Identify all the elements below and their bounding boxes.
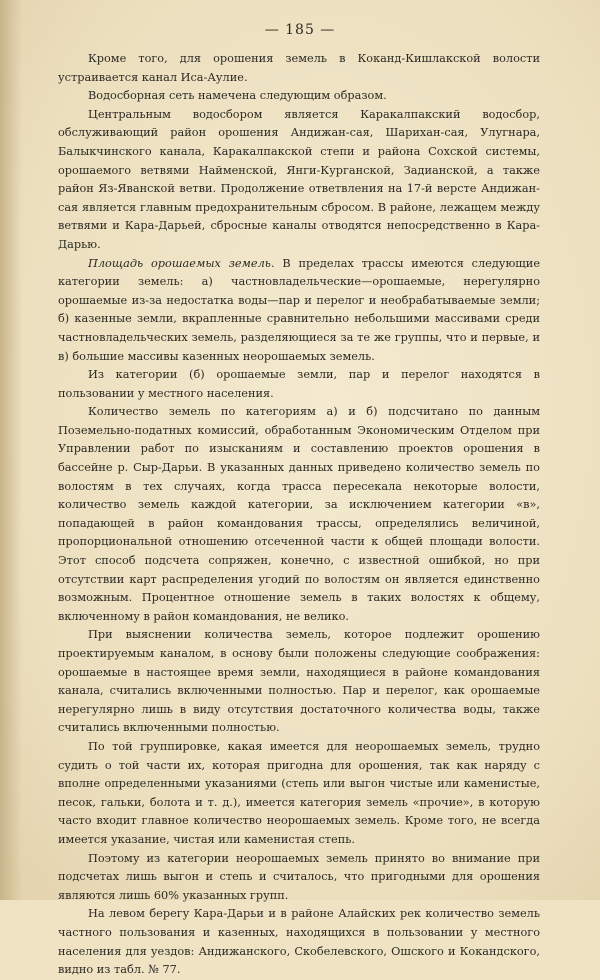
- paragraph: Из категории (б) орошаемые земли, пар и перелог находятся в пользовании у местного населения.: [58, 368, 540, 400]
- paragraph: Водосборная сеть намечена следующим образом.: [88, 89, 387, 103]
- paragraph: При выяснении количества земель, которое подлежит орошению проектируемым каналом, в основу были положены следующие соображения: орошаемые в настоящее время земли, находящиеся в районе командования канала, считались включенными полностью. Пар и перелог, как орошаемые нерегулярно лишь в виду отсутствия достаточного количества воды, также считались включенными полностью.: [58, 628, 540, 735]
- paragraph: Поэтому из категории неорошаемых земель принято во внимание при подсчетах лишь выгон и степь и считалось, что пригодными для орошения являются лишь 60% указанных групп.: [58, 851, 540, 902]
- section-heading: Площадь орошаемых земель.: [88, 256, 275, 270]
- body-text: [58, 50, 540, 980]
- binding-shadow: [0, 0, 22, 900]
- paragraph-text: В пределах трассы имеются следующие категории земель: а) частновладельческие—орошаемые, нерегулярно орошаемые из-за недостатка воды—пар и перелог и необрабатываемые земли; б) казенные земли, вкрапленные сравнительно небольшими массивами среди частновладельческих земель, разделяющиеся за те же группы, что и первые, и в) большие массивы казенных неорошаемых земель.: [58, 256, 541, 363]
- paragraph: Центральным водосбором является Каракалпакский водосбор, обслуживающий район орошения Андижан-сая, Шарихан-сая, Улугнара, Балыкчинского канала, Каракалпакской степи и района Сохской системы, орошаемого ветвями Найменской, Янги-Курганской, Задианской, а также район Яз-Яванской ветви. Продолжение ответвления на 17-й версте Андижан-сая является главным предохранительным сбросом. В районе, лежащем между ветвями и Кара-Дарьей, сбросные каналы отводятся непосредственно в Кара-Дарью.: [58, 107, 540, 251]
- paragraph: Кроме того, для орошения земель в Коканд-Кишлакской волости устраивается канал Иса-Аулие.: [58, 52, 540, 84]
- paragraph: [58, 255, 540, 367]
- page-number: — 185 —: [264, 22, 336, 38]
- paragraph: По той группировке, какая имеется для неорошаемых земель, трудно судить о той части их, которая пригодна для орошения, так как наряду с вполне определенными указаниями (степь или выгон чистые или каменистые, песок, гальки, болота и т. д.), имеется категория земель «прочие», в которую часто входит главное количество неорошаемых земель. Кроме того, не всегда имеется указание, чистая или каменистая степь.: [58, 739, 540, 846]
- paragraph: На левом берегу Кара-Дарьи и в районе Алайских рек количество земель частного пользования и казенных, находящихся в пользовании у местного населения для уездов: Андижанского, Скобелевского, Ошского и Кокандского, видно из табл. № 77.: [58, 907, 540, 977]
- paragraph: Количество земель по категориям а) и б) подсчитано по данным Поземельно-податных комиссий, обработанным Экономическим Отделом при Управлении работ по изысканиям и составлению проектов орошения в бассейне р. Сыр-Дарьи. В указанных данных приведено количество земель по волостям в тех случаях, когда трасса пересекала некоторые волости, количество земель каждой категории, за исключением категории «в», попадающей в район командования трассы, определялись величиной, пропорциональной отношению отсеченной части к общей площади волости. Этот способ подсчета сопряжен, конечно, с известной ошибкой, но при отсутствии карт распределения угодий по волостям он является единственно возможным. Процентное отношение земель в таких волостях к общему, включенному в район командования, не велико.: [58, 405, 540, 623]
